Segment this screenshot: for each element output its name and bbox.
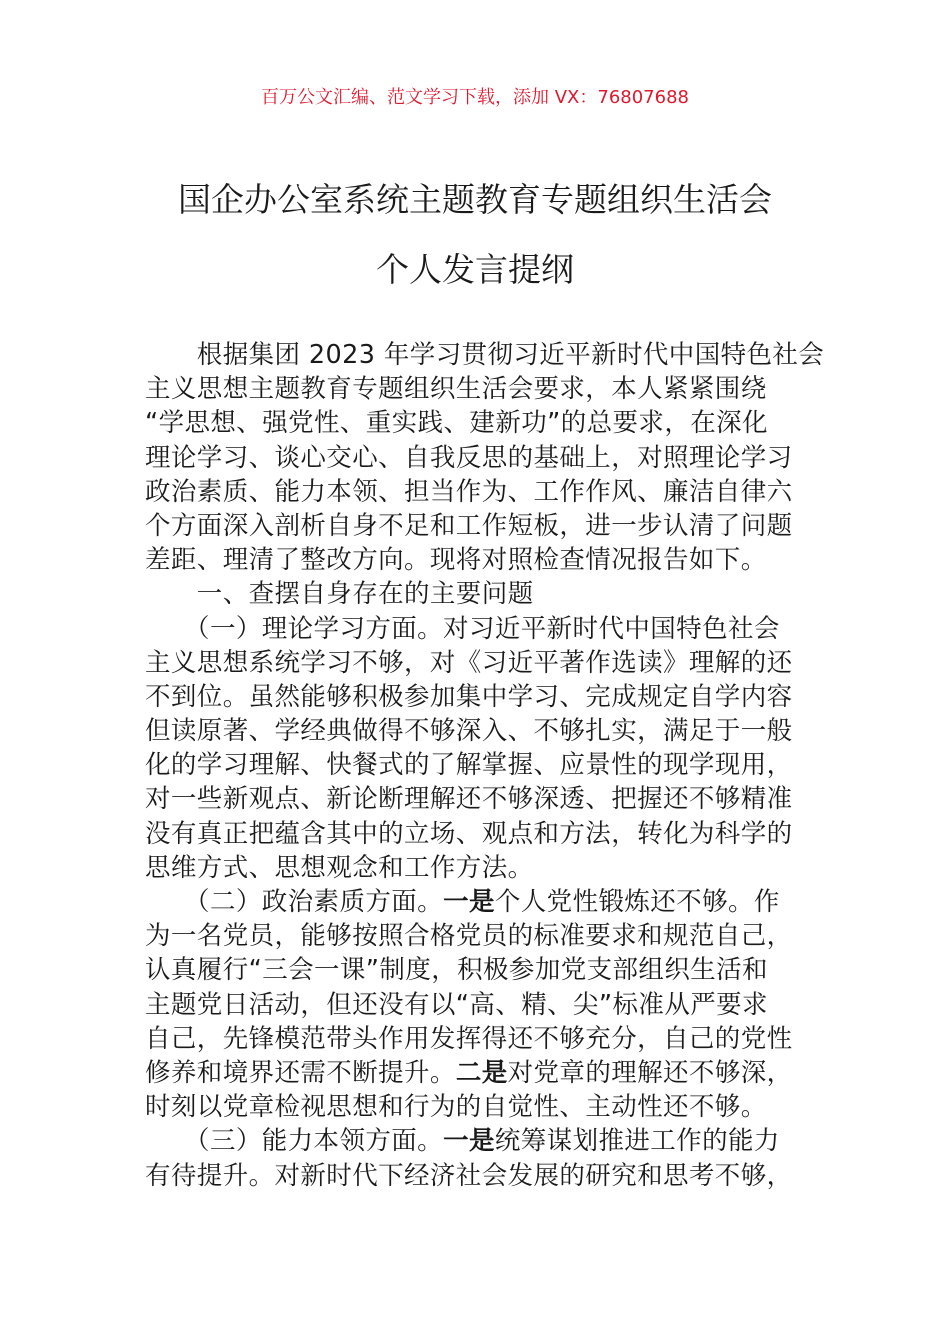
watermark-text: 百万公文汇编、范文学习下载，添加 VX：76807688 [261, 87, 689, 108]
paragraph-line: 化的学习理解、快餐式的了解掌握、应景性的现学现用， [145, 750, 793, 781]
line-segment: 对党章的理解还不够深， [507, 1057, 793, 1088]
document-title-line-2: 个人发言提纲 [376, 250, 574, 289]
paragraph-line: 但读原著、学经典做得不够深入、不够扎实，满足于一般 [145, 716, 793, 747]
paragraph-line [145, 885, 807, 919]
paragraph-line [145, 1056, 807, 1090]
document-title-line-1: 国企办公室系统主题教育专题组织生活会 [178, 180, 772, 219]
paragraph-line [145, 1124, 807, 1158]
paragraph-line: 对一些新观点、新论断理解还不够深透、把握还不够精准 [145, 784, 793, 815]
line-segment: 个人党性锻炼还不够。作 [494, 887, 780, 917]
section-heading: 一、查摆自身存在的主要问题 [145, 579, 534, 610]
paragraph-line: 思维方式、思想观念和工作方法。 [145, 852, 534, 883]
paragraph-line: 差距、理清了整改方向。现将对照检查情况报告如下。 [145, 545, 767, 576]
line-segment: （三）能力本领方面。 [145, 1126, 444, 1157]
paragraph-line: 个方面深入剖析自身不足和工作短板，进一步认清了问题 [145, 510, 793, 541]
paragraph-line: 主义思想系统学习不够，对《习近平著作选读》理解的还 [145, 647, 793, 678]
paragraph-line: 认真履行“三会一课”制度，积极参加党支部组织生活和 [145, 955, 768, 986]
paragraph-line: 自己，先锋模范带头作用发挥得还不够充分，自己的党性 [145, 1023, 793, 1054]
paragraph-line: 理论学习、谈心交心、自我反思的基础上，对照理论学习 [145, 442, 793, 473]
paragraph-line: 主义思想主题教育专题组织生活会要求，本人紧紧围绕 [145, 374, 767, 405]
line-segment: 统筹谋划推进工作的能力 [494, 1126, 780, 1157]
bold-marker: 一是 [443, 887, 495, 917]
line-segment: （二）政治素质方面。 [145, 887, 444, 917]
paragraph-line: 没有真正把蕴含其中的立场、观点和方法，转化为科学的 [145, 818, 793, 849]
document-body [145, 338, 825, 1193]
paragraph-line: 有待提升。对新时代下经济社会发展的研究和思考不够， [145, 1160, 793, 1191]
paragraph-line: 为一名党员，能够按照合格党员的标准要求和规范自己， [145, 921, 793, 952]
bold-marker: 一是 [443, 1126, 495, 1157]
bold-marker: 二是 [455, 1057, 508, 1088]
paragraph-line: （一）理论学习方面。对习近平新时代中国特色社会 [145, 613, 780, 644]
paragraph-line: “学思想、强党性、重实践、建新功”的总要求，在深化 [145, 408, 768, 439]
paragraph-line: 时刻以党章检视思想和行为的自觉性、主动性还不够。 [145, 1092, 767, 1123]
paragraph-line: 不到位。虽然能够积极参加集中学习、完成规定自学内容 [145, 681, 793, 712]
line-segment: 修养和境界还需不断提升。 [145, 1057, 456, 1088]
paragraph-line: 主题党日活动，但还没有以“高、精、尖”标准从严要求 [145, 989, 768, 1020]
paragraph-line: 政治素质、能力本领、担当作为、工作作风、廉洁自律六 [145, 476, 793, 507]
paragraph-line: 根据集团 2023 年学习贯彻习近平新时代中国特色社会 [145, 340, 825, 370]
